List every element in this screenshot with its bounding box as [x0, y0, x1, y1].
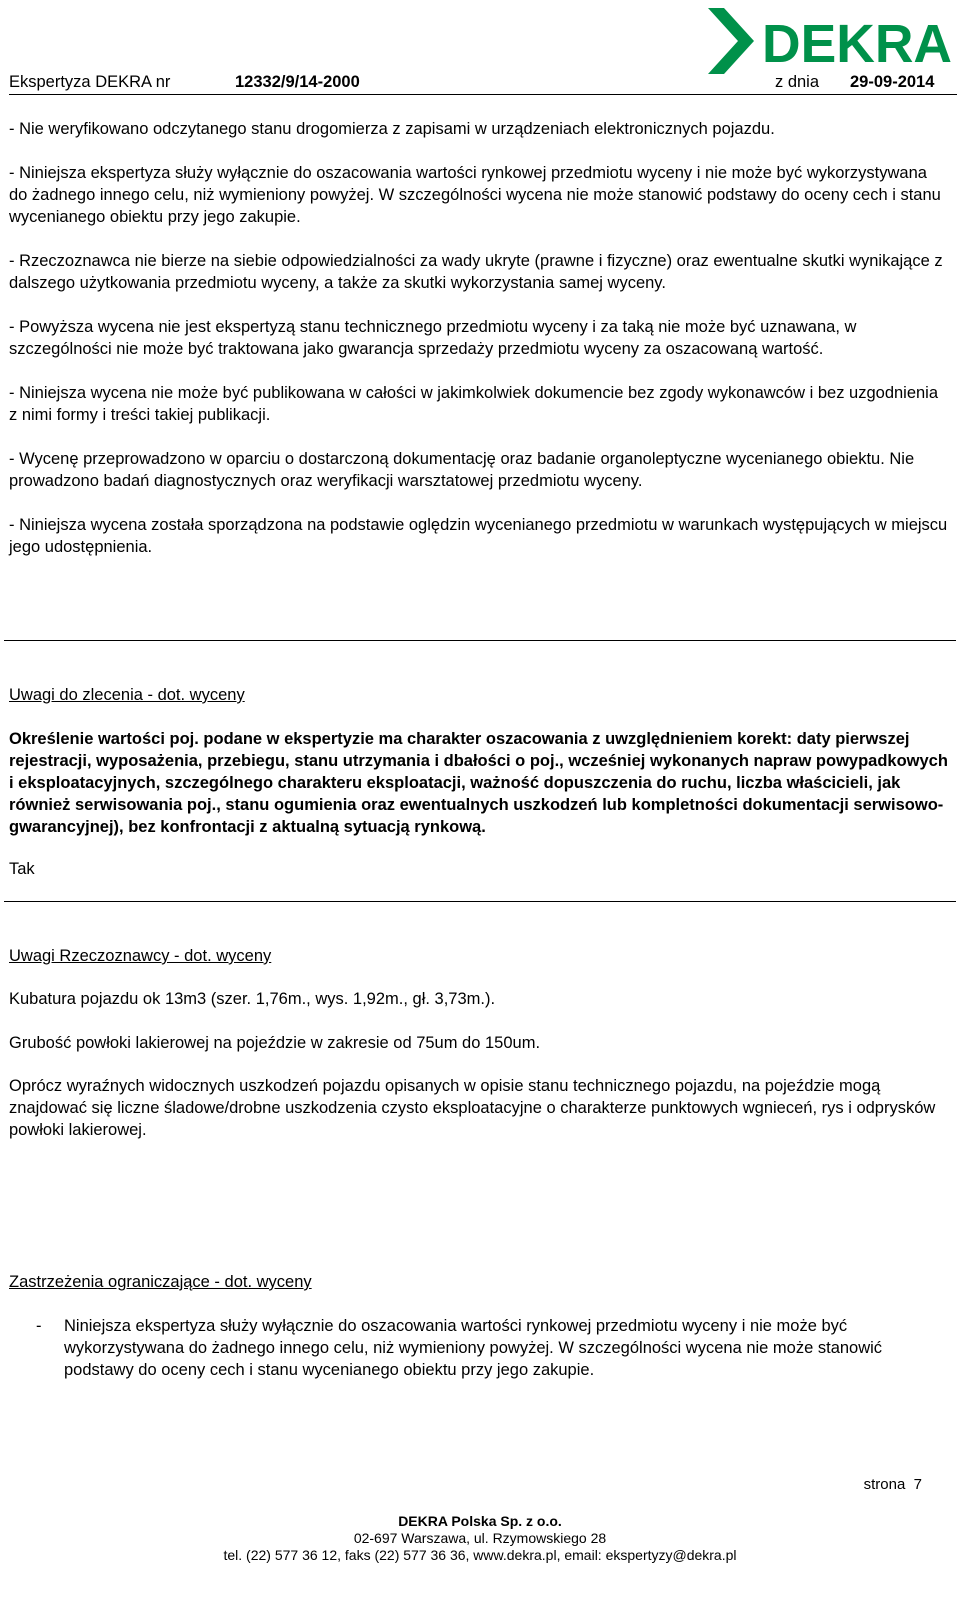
order-remarks-answer: Tak: [9, 860, 35, 878]
footer-company: DEKRA Polska Sp. z o.o.: [398, 1513, 562, 1529]
order-remarks-title: Uwagi do zlecenia - dot. wyceny: [9, 686, 245, 704]
paragraph-not-technical-expertise: - Powyższa wycena nie jest ekspertyzą stanu technicznego przedmiotu wyceny i za taką nie może być uznawana, w szczególności nie może być traktowana jako gwarancja sprzedaży przedmiotu wyceny za oszacowaną wartość.: [9, 318, 857, 358]
doc-number: 12332/9/14-2000: [235, 73, 360, 91]
expert-remarks-title: Uwagi Rzeczoznawcy - dot. wyceny: [9, 947, 272, 965]
dekra-logo: [698, 6, 956, 76]
dekra-logo-text: DEKRA: [762, 14, 952, 74]
restriction-item: Niniejsza ekspertyza służy wyłącznie do oszacowania wartości rynkowej przedmiotu wyceny i nie może być wykorzystywana do żadnego innego celu, niż wymieniony powyżej. W szczególności wycena nie może stanowić podstawy do oceny cech i stanu wycenianego obiektu przy jego zakupie.: [64, 1317, 883, 1379]
paragraph-odometer: - Nie weryfikowano odczytanego stanu drogomierza z zapisami w urządzeniach elektronicznych pojazdu.: [9, 120, 775, 138]
paragraph-liability: - Rzeczoznawca nie bierze na siebie odpowiedzialności za wady ukryte (prawne i fizyczne) oraz ewentualne skutki wynikające z dalszego użytkowania przedmiotu wyceny, a także za skutki wykorzystania samej wyceny.: [9, 252, 943, 292]
restrictions-title: Zastrzeżenia ograniczające - dot. wyceny: [9, 1273, 312, 1291]
restriction-bullet: -: [36, 1317, 42, 1335]
section-divider: [4, 901, 956, 902]
footer-address: 02-697 Warszawa, ul. Rzymowskiego 28: [353, 1530, 607, 1546]
dekra-logo-chevron: [708, 8, 754, 74]
header-rule: [9, 94, 957, 95]
page-label: strona: [863, 1476, 906, 1493]
doc-label: Ekspertyza DEKRA nr: [9, 73, 171, 91]
section-divider: [4, 640, 956, 641]
page-number: [864, 1476, 922, 1493]
top-paragraphs: [9, 118, 949, 580]
order-remarks-statement: Określenie wartości poj. podane w ekspertyzie ma charakter oszacowania z uwzględnieniem korekt: daty pierwszej rejestracji, wyposażenia, przebiegu, stanu utrzymania i dbałości o poj., wcześniej wykonanych napraw powypadkowych i eksploatacyjnych, szczególnego charakteru eksploatacji, ważność dopuszczenia do ruchu, liczba właścicieli, jak również serwisowania poj., stanu ogumienia oraz ewentualnych uszkodzeń lub kompletności dokumentacji serwisowo-gwarancyjnej), bez konfrontacji z aktualną sytuacją rynkową.: [9, 730, 948, 836]
expert-remark-volume: Kubatura pojazdu ok 13m3 (szer. 1,76m., wys. 1,92m., gł. 3,73m.).: [9, 990, 496, 1008]
footer-contact: tel. (22) 577 36 12, faks (22) 577 36 36, www.dekra.pl, email: ekspertyzy@dekra.pl: [223, 1547, 737, 1563]
paragraph-purpose: - Niniejsza ekspertyza służy wyłącznie do oszacowania wartości rynkowej przedmiotu wyceny i nie może być wykorzystywana do żadnego innego celu, niż wymieniony powyżej. W szczególności wycena nie może stanowić podstawy do oceny cech i stanu wycenianego obiektu przy jego zakupie.: [9, 164, 941, 226]
paragraph-inspection: - Niniejsza wycena została sporządzona na podstawie oględzin wycenianego przedmiotu w warunkach występujących w miejscu jego udostępnienia.: [9, 516, 948, 556]
expert-remark-damage: Oprócz wyraźnych widocznych uszkodzeń pojazdu opisanych w opisie stanu technicznego pojazdu, na pojeździe mogą znajdować się liczne śladowe/drobne uszkodzenia czysto eksploatacyjne o charakterze punktowych wgnieceń, rys i odprysków powłoki lakierowej.: [9, 1077, 936, 1139]
paragraph-basis: - Wycenę przeprowadzono w oparciu o dostarczoną dokumentację oraz badanie organoleptyczne wycenianego obiektu. Nie prowadzono badań diagnostycznych oraz weryfikacji warsztatowej przedmiotu wyceny.: [9, 450, 915, 490]
expert-remark-paint: Grubość powłoki lakierowej na pojeździe w zakresie od 75um do 150um.: [9, 1034, 541, 1052]
doc-date: 29-09-2014: [850, 73, 935, 91]
paragraph-publication: - Niniejsza wycena nie może być publikowana w całości w jakimkolwiek dokumencie bez zgody wykonawców i bez uzgodnienia z nimi formy i treści takiej publikacji.: [9, 384, 939, 424]
date-label: z dnia: [775, 73, 820, 91]
page-number-value: 7: [913, 1476, 922, 1493]
